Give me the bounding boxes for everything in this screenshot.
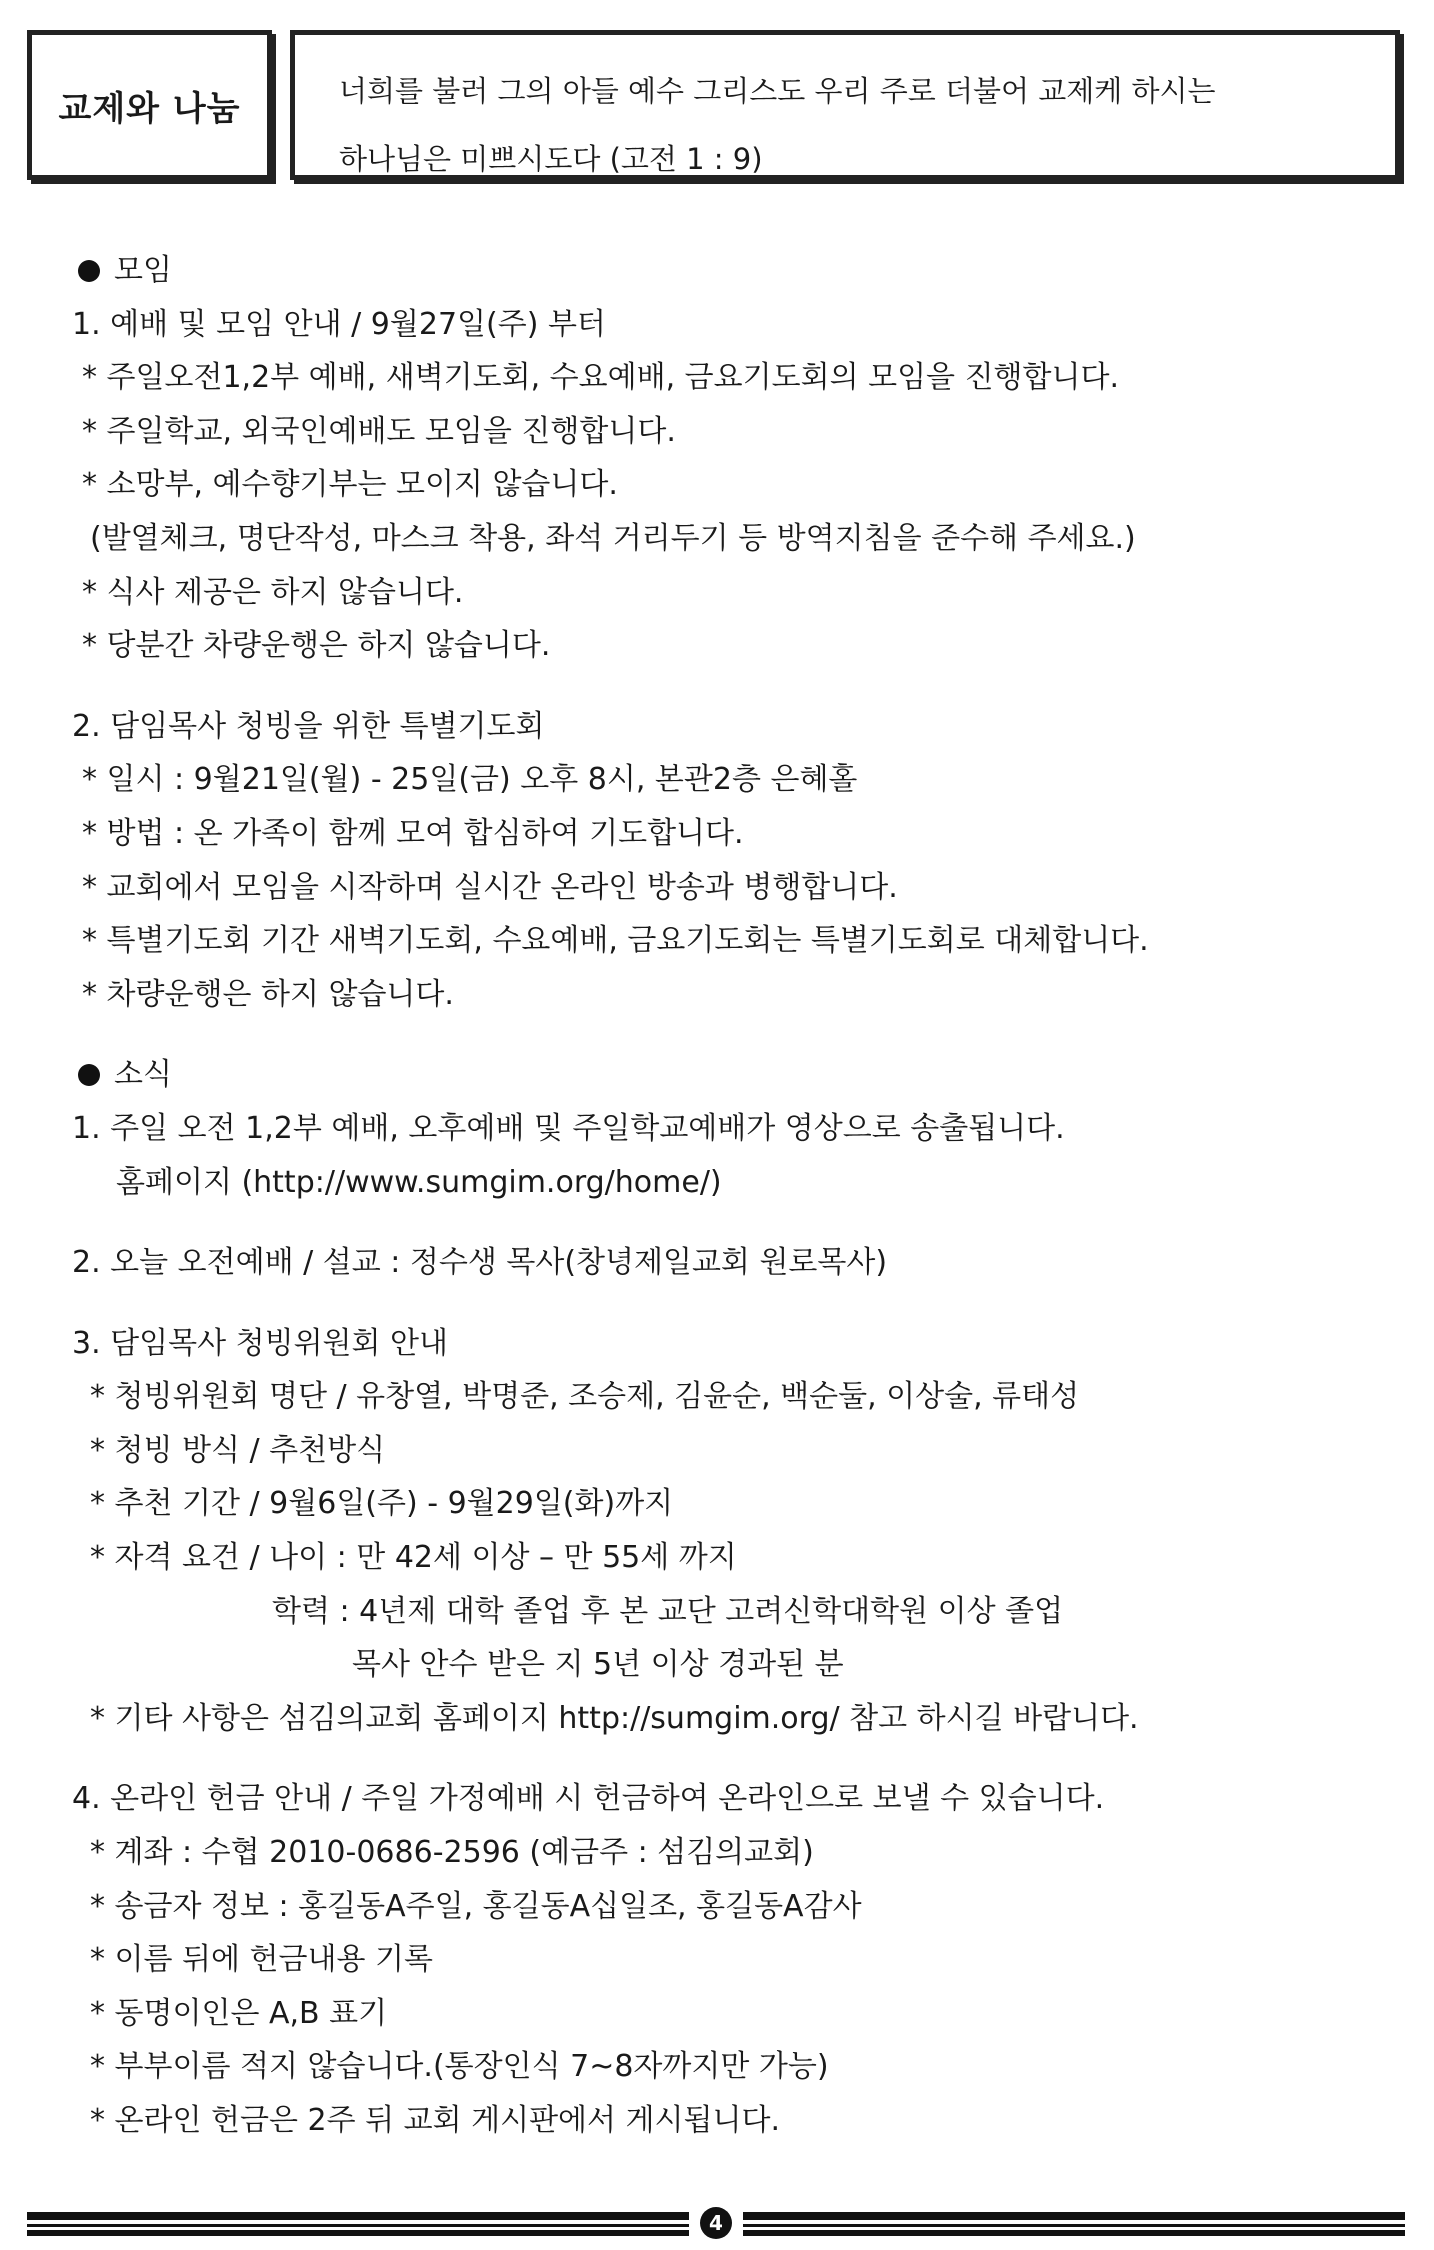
meeting-item-1-note: (발열체크, 명단작성, 마스크 착용, 좌석 거리두기 등 방역지침을 준수해 주세요.) (90, 520, 1136, 556)
section-title-box (27, 30, 272, 180)
news-item-1-title: 1. 주일 오전 1,2부 예배, 오후예배 및 주일학교예배가 영상으로 송출됩니다. (72, 1110, 1065, 1146)
news-heading: 소식 (72, 1048, 1372, 1102)
bullet-icon (78, 1064, 100, 1086)
news-item-3-line: * 자격 요건 / 나이 : 만 42세 이상 – 만 55세 까지 (90, 1540, 737, 1576)
meeting-item-2-line: * 방법 : 온 가족이 함께 모여 합심하여 기도합니다. (82, 815, 744, 851)
news-item-3-line: * 추천 기간 / 9월6일(주) - 9월29일(화)까지 (90, 1486, 674, 1522)
news-item-4-line: * 부부이름 적지 않습니다.(통장인식 7~8자까지만 가능) (90, 2049, 829, 2085)
news-item-4-title: 4. 온라인 헌금 안내 / 주일 가정예배 시 헌금하여 온라인으로 보낼 수 있습니다. (72, 1781, 1105, 1817)
news-item-4-line: * 온라인 헌금은 2주 뒤 교회 게시판에서 게시됩니다. (90, 2103, 780, 2138)
meeting-item-1-title: 1. 예배 및 모임 안내 / 9월27일(주) 부터 (72, 306, 606, 342)
verse-line-1: 너희를 불러 그의 아들 예수 그리스도 우리 주로 더불어 교제케 하시는 (339, 74, 1216, 108)
news-item-4-line: * 계좌 : 수협 2010-0686-2596 (예금주 : 섬김의교회) (90, 1835, 814, 1871)
news-item-2-title: 2. 오늘 오전예배 / 설교 : 정수생 목사(창녕제일교회 원로목사) (72, 1245, 888, 1281)
news-item-3-line: * 청빙위원회 명단 / 유창열, 박명준, 조승제, 김윤순, 백순둘, 이상술, 류태성 (90, 1379, 1080, 1415)
meeting-item-2-line: * 교회에서 모임을 시작하며 실시간 온라인 방송과 병행합니다. (82, 869, 898, 905)
meeting-heading: 모임 (72, 244, 1372, 298)
meeting-item-1-line: * 식사 제공은 하지 않습니다. (82, 574, 464, 610)
meeting-item-1-line: * 주일학교, 외국인예배도 모임을 진행합니다. (82, 413, 676, 449)
section-title: 교제와 나눔 (58, 88, 241, 129)
announcements (72, 244, 1372, 2148)
footer-rule-right (743, 2210, 1405, 2236)
news-item-4-line: * 동명이인은 A,B 표기 (90, 1995, 388, 2031)
news-item-4-line: * 이름 뒤에 헌금내용 기록 (90, 1942, 433, 1978)
meeting-item-1-line: * 주일오전1,2부 예배, 새벽기도회, 수요예배, 금요기도회의 모임을 진행합니다. (82, 360, 1120, 396)
meeting-item-2-line: * 특별기도회 기간 새벽기도회, 수요예배, 금요기도회는 특별기도회로 대체합니다. (82, 923, 1149, 959)
bible-verse-box (290, 30, 1400, 180)
verse-line-2: 하나님은 미쁘시도다 (고전 1 : 9) (339, 142, 763, 176)
meeting-item-1-line: * 당분간 차량운행은 하지 않습니다. (82, 628, 551, 664)
meeting-item-2-title: 2. 담임목사 청빙을 위한 특별기도회 (72, 708, 545, 744)
news-item-3-ordination: 목사 안수 받은 지 5년 이상 경과된 분 (352, 1647, 844, 1683)
news-item-3-other: * 기타 사항은 섬김의교회 홈페이지 http://sumgim.org/ 참고 하시길 바랍니다. (90, 1700, 1139, 1736)
news-item-4-line: * 송금자 정보 : 홍길동A주일, 홍길동A십일조, 홍길동A감사 (90, 1888, 862, 1924)
news-item-3-title: 3. 담임목사 청빙위원회 안내 (72, 1325, 449, 1361)
page-number: 4 (700, 2207, 732, 2239)
footer-rule-left (27, 2210, 689, 2236)
meeting-item-2-line: * 일시 : 9월21일(월) - 25일(금) 오후 8시, 본관2층 은혜홀 (82, 762, 858, 798)
meeting-item-1-line: * 소망부, 예수향기부는 모이지 않습니다. (82, 467, 618, 503)
news-item-3-education: 학력 : 4년제 대학 졸업 후 본 교단 고려신학대학원 이상 졸업 (272, 1593, 1064, 1629)
news-item-3-line: * 청빙 방식 / 추천방식 (90, 1432, 386, 1468)
meeting-item-2-line: * 차량운행은 하지 않습니다. (82, 976, 454, 1012)
homepage-link[interactable]: 홈페이지 (http://www.sumgim.org/home/) (116, 1164, 722, 1200)
bullet-icon (78, 260, 100, 282)
footer-rule (27, 2210, 1405, 2236)
